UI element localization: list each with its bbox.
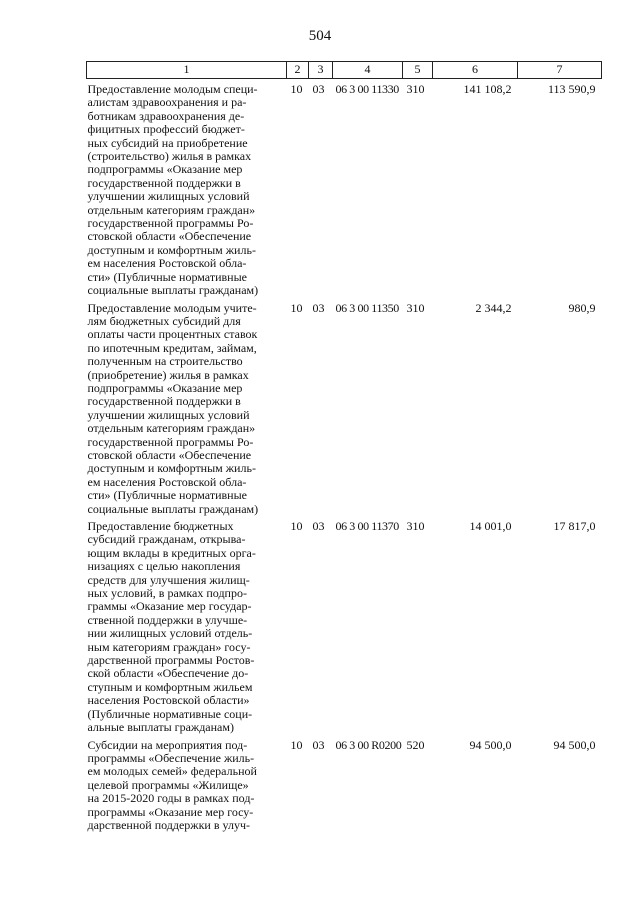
expense-type-code: 310: [406, 519, 425, 533]
column-header-1: 1: [87, 62, 287, 79]
amount-col-6: 14 001,0: [469, 519, 512, 533]
section-code: 10: [290, 737, 303, 752]
expense-type-code: 310: [406, 82, 425, 96]
table-row: [87, 298, 602, 517]
column-header-2: 2: [287, 62, 309, 79]
section-code: 10: [290, 519, 303, 533]
amount-col-7: 113 590,9: [547, 82, 596, 96]
amount-col-6: 141 108,2: [463, 82, 512, 96]
budget-table: [86, 61, 602, 859]
target-item-code: 06 3 00 11370: [335, 519, 399, 533]
column-header-4: 4: [333, 62, 403, 79]
table-row: [87, 735, 602, 859]
row-description: Предоставление молодым специ- алистам здравоохранения и ра- ботникам здравоохранения де- фицитных профессий бюджет- ных субсидий на приобретение (строительство) жилья в рамках подпрограммы «Оказание мер государственной поддержки в улучшении жилищных условий отдельным категориям граждан» государственной программы Ро- стовской области «Обеспечение доступным и комфортным жиль- ем населения Ростовской обла- сти» (Публичные нормативные социальные выплаты гражданам): [87, 82, 259, 298]
row-description: Субсидии на мероприятия под- программы «Обеспечение жиль- ем молодых семей» федеральной целевой программы «Жилище» на 2015-2020 годы в рамках под- программы «Оказание мер госу- дарственной поддержки в улуч-: [87, 737, 257, 832]
column-header-5: 5: [403, 62, 433, 79]
amount-col-7: 980,9: [568, 300, 596, 315]
target-item-code: 06 3 00 R0200: [335, 737, 402, 752]
column-header-7: 7: [518, 62, 602, 79]
amount-col-6: 94 500,0: [469, 737, 512, 752]
column-header-3: 3: [309, 62, 333, 79]
amount-col-6: 2 344,2: [475, 300, 512, 315]
expense-type-code: 520: [406, 737, 425, 752]
row-description: Предоставление молодым учите- лям бюджетных субсидий для оплаты части процентных ставок по ипотечным кредитам, займам, полученным на строительство (приобретение) жилья в рамках подпрограммы «Оказание мер государственной поддержки в улучшении жилищных условий отдельным категориям граждан» государственной программы Ро- стовской области «Обеспечение доступным и комфортным жиль- ем населения Ростовской обла- сти» (Публичные нормативные социальные выплаты гражданам): [87, 300, 259, 516]
target-item-code: 06 3 00 11350: [335, 300, 399, 315]
section-code: 10: [290, 300, 303, 315]
column-header-6: 6: [433, 62, 518, 79]
subsection-code: 03: [312, 300, 325, 315]
amount-col-7: 17 817,0: [553, 519, 596, 533]
amount-col-7: 94 500,0: [553, 737, 596, 752]
row-description: Предоставление бюджетных субсидий гражданам, открыва- ющим вклады в кредитных орга- низациях с целью накопления средств для улучшения жилищ- ных условий, в рамках подпро- граммы «Оказание мер государ- ственной поддержки в улучше- нии жилищных условий отдель- ным категориям граждан» госу- дарственной программы Ростов- ской области «Обеспечение до- ступным и комфортным жильем населения Ростовской области» (Публичные нормативные соци- альные выплаты гражданам): [87, 519, 256, 735]
subsection-code: 03: [312, 737, 325, 752]
table-header-row: [87, 62, 602, 79]
subsection-code: 03: [312, 519, 325, 533]
table-row: [87, 79, 602, 298]
expense-type-code: 310: [406, 300, 425, 315]
table-row: [87, 516, 602, 735]
section-code: 10: [290, 82, 303, 96]
subsection-code: 03: [312, 82, 325, 96]
target-item-code: 06 3 00 11330: [335, 82, 399, 96]
page-number: 504: [308, 28, 332, 44]
